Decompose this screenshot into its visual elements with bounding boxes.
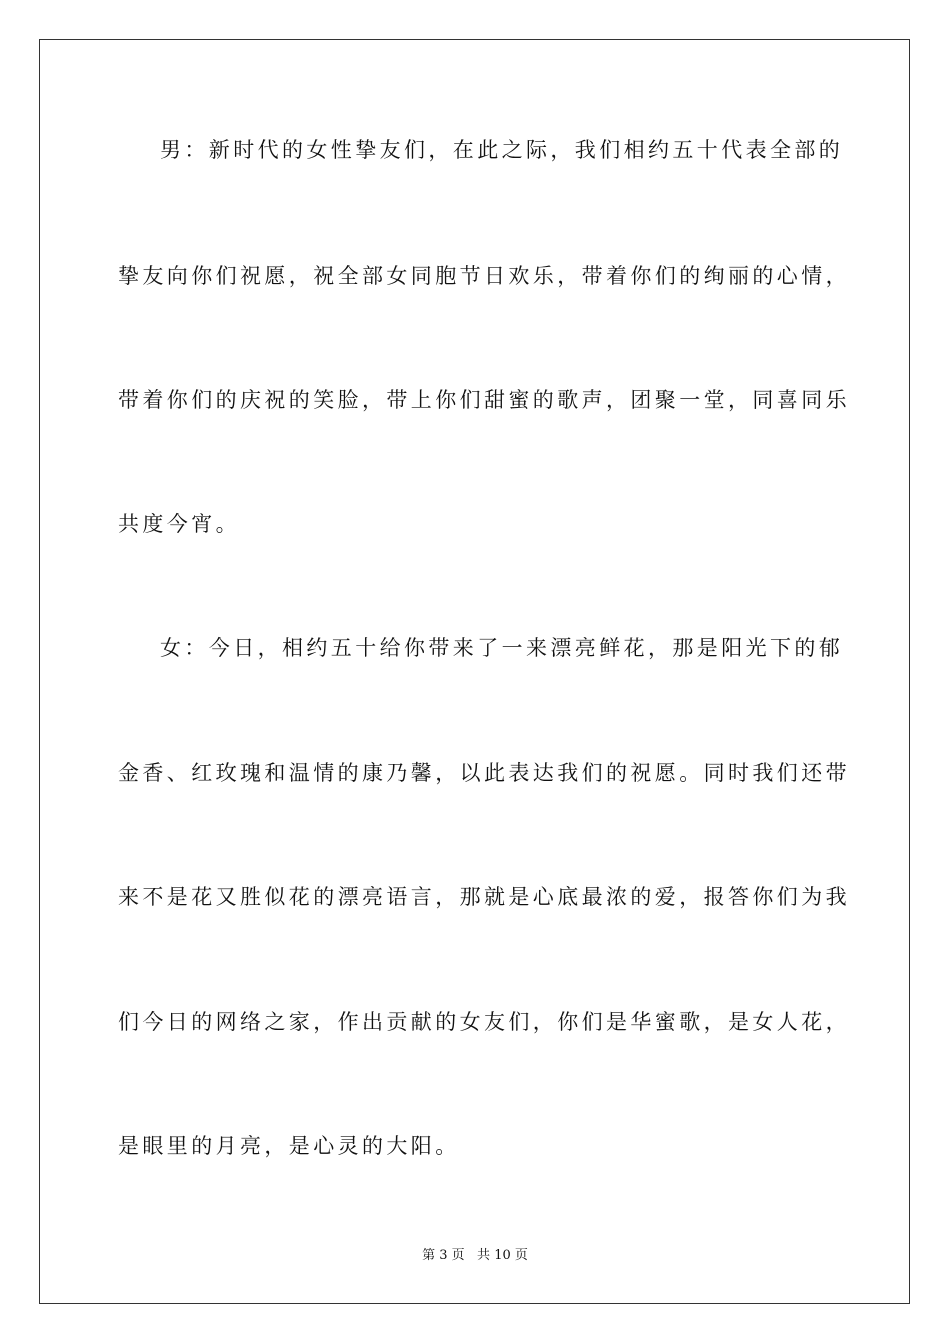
paragraph-1-line-2: 挚友向你们祝愿，祝全部女同胞节日欢乐，带着你们的绚丽的心情，	[118, 264, 850, 288]
paragraph-2-line-3: 来不是花又胜似花的漂亮语言，那就是心底最浓的爱，报答你们为我	[118, 885, 850, 909]
paragraph-1-line-4: 共度今宵。	[118, 512, 240, 536]
paragraph-1-line-3: 带着你们的庆祝的笑脸，带上你们甜蜜的歌声，团聚一堂，同喜同乐	[118, 388, 850, 412]
paragraph-2-line-2: 金香、红玫瑰和温情的康乃馨，以此表达我们的祝愿。同时我们还带	[118, 761, 850, 785]
page-number-footer: 第 3 页 共 10 页	[422, 1248, 528, 1263]
paragraph-2-line-1: 女：今日，相约五十给你带来了一来漂亮鲜花，那是阳光下的郁	[160, 636, 844, 660]
paragraph-2-line-4: 们今日的网络之家，作出贡献的女友们，你们是华蜜歌，是女人花，	[118, 1010, 850, 1034]
page-frame	[39, 39, 910, 1304]
paragraph-1-line-1: 男：新时代的女性挚友们，在此之际，我们相约五十代表全部的	[160, 138, 844, 162]
paragraph-2-line-5: 是眼里的月亮，是心灵的大阳。	[118, 1134, 460, 1158]
